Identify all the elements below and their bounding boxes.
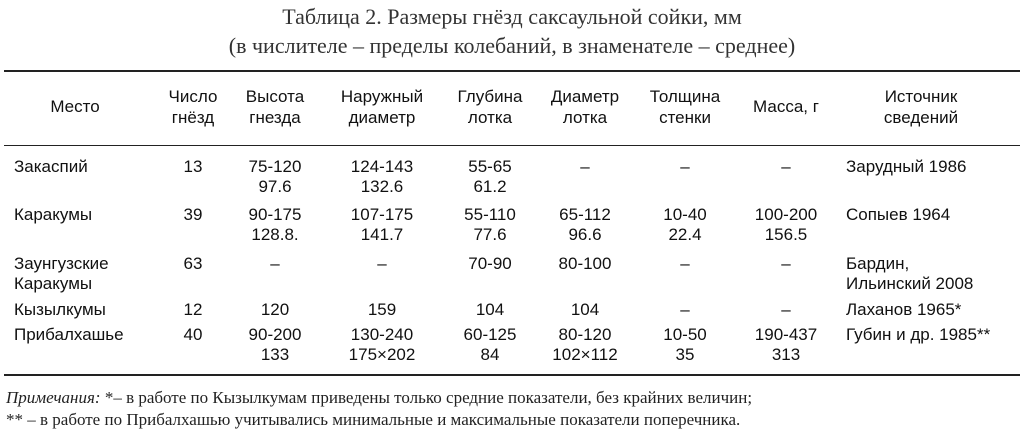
note-line-1 [6, 388, 752, 408]
table-cell: – [270, 254, 280, 273]
table-cell: 159 [367, 300, 397, 319]
table-subtitle: (в числителе – пределы колебаний, в знаменателе – среднее) [228, 33, 796, 58]
header-source: Источник сведений [883, 87, 959, 127]
table-cell: Лаханов 1965* [846, 300, 962, 319]
bottom-rule [4, 374, 1020, 376]
header-outer-diameter: Наружный диаметр [340, 87, 424, 127]
table-cell: Сопыев 1964 [846, 205, 951, 224]
header-mass: Масса, г [753, 97, 819, 116]
table-cell: 75-120 97.6 [248, 157, 302, 196]
table-cell: Кызылкумы [14, 300, 106, 319]
table-cell: 10-50 35 [663, 325, 707, 364]
notes-label: Примечания: [6, 388, 101, 407]
table-cell: Бардин, Ильинский 2008 [846, 254, 974, 293]
header-place: Место [50, 97, 100, 116]
table-cell: 90-175 128.8. [248, 205, 302, 244]
table-cell: 55-110 77.6 [464, 205, 516, 244]
table-cell: – [781, 157, 791, 176]
table-cell: 40 [183, 325, 203, 344]
table-cell: – [680, 300, 690, 319]
table-cell: – [377, 254, 387, 273]
table-cell: 107-175 141.7 [350, 205, 414, 244]
table-cell: 60-125 84 [463, 325, 517, 364]
table-cell: 70-90 [468, 254, 512, 273]
header-wall-thickness: Толщина стенки [649, 87, 721, 127]
header-nest-height: Высота гнезда [245, 87, 305, 127]
table-cell: – [680, 157, 690, 176]
table-cell: 130-240 175×202 [348, 325, 416, 364]
note-1-text: *– в работе по Кызылкумам приведены только средние показатели, без крайних величин; [100, 388, 753, 407]
table-cell: 104 [570, 300, 600, 319]
table-cell: – [781, 254, 791, 273]
table-cell: Губин и др. 1985** [846, 325, 991, 344]
table-cell: 10-40 22.4 [663, 205, 707, 244]
table-cell: 12 [183, 300, 203, 319]
table-cell: Прибалхашье [14, 325, 124, 344]
table-cell: 124-143 132.6 [350, 157, 414, 196]
table-cell: 39 [183, 205, 203, 224]
header-cup-diameter: Диаметр лотка [550, 87, 620, 127]
table-cell: – [580, 157, 590, 176]
table-cell: – [680, 254, 690, 273]
table-cell: 90-200 133 [248, 325, 302, 364]
table-cell: Заунгузские Каракумы [14, 254, 109, 293]
table-cell: Зарудный 1986 [846, 157, 967, 176]
table-cell: 120 [260, 300, 290, 319]
table-title: Таблица 2. Размеры гнёзд саксаульной сойки, мм [282, 4, 742, 29]
table-cell: 80-120 102×112 [552, 325, 618, 364]
table-cell: Каракумы [14, 205, 93, 224]
table-cell: 63 [183, 254, 203, 273]
table-cell: – [781, 300, 791, 319]
header-rule [4, 145, 1020, 146]
table-cell: 104 [475, 300, 505, 319]
top-rule [4, 70, 1020, 72]
header-nest-count: Число гнёзд [168, 87, 218, 127]
table-cell: 190-437 313 [754, 325, 818, 364]
table-cell: 55-65 61.2 [468, 157, 512, 196]
table-cell: 65-112 96.6 [559, 205, 611, 244]
note-line-2: ** – в работе по Прибалхашью учитывались минимальные и максимальные показатели поперечника. [6, 410, 741, 429]
table-cell: 100-200 156.5 [754, 205, 818, 244]
table-cell: Закаспий [14, 157, 88, 176]
table-cell: 13 [183, 157, 203, 176]
table-cell: 80-100 [558, 254, 612, 273]
header-cup-depth: Глубина лотка [457, 87, 523, 127]
